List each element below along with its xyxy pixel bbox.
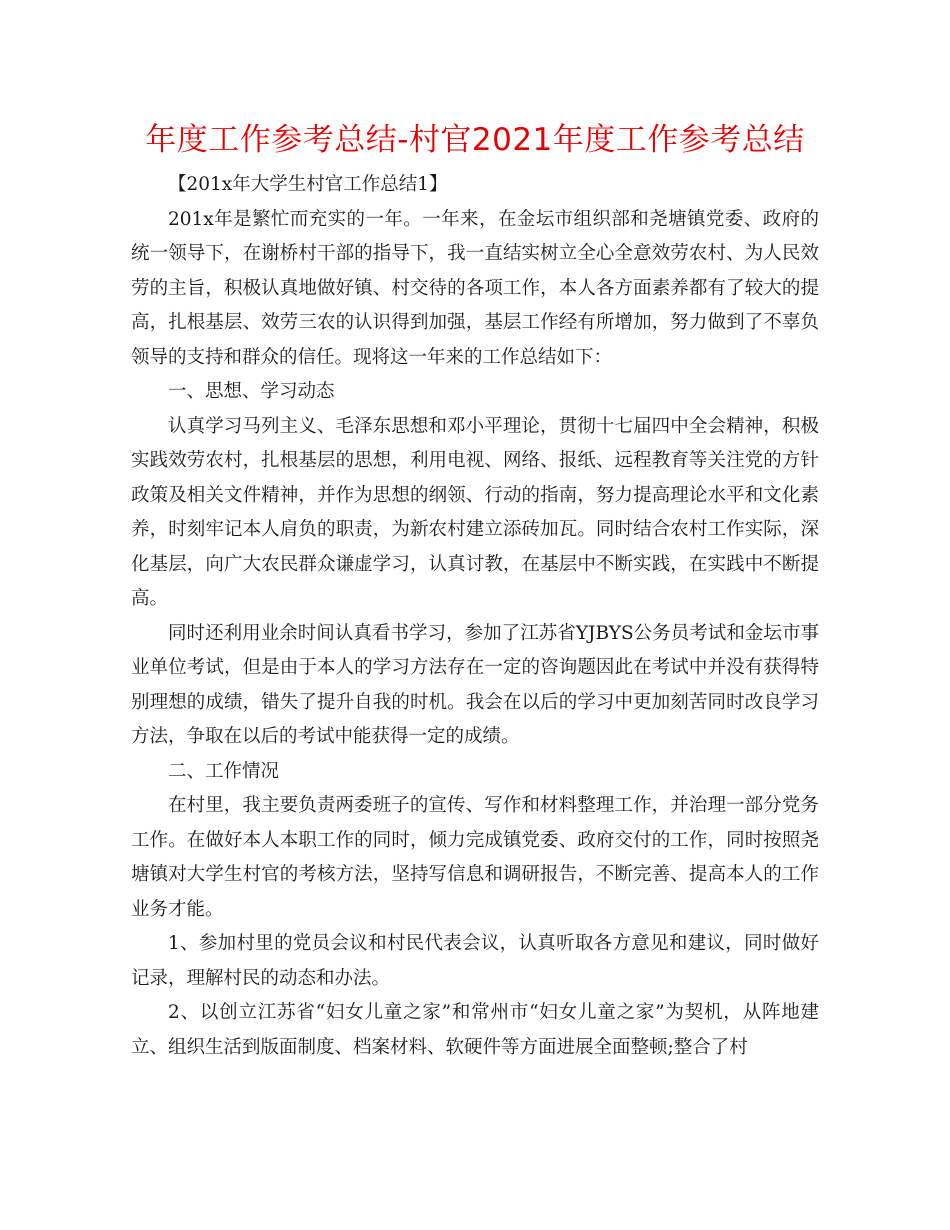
paragraph-work-item-1: 1、参加村里的党员会议和村民代表会议，认真听取各方意见和建议，同时做好记录，理解村民的动态和办法。: [131, 933, 819, 989]
paragraph-intro: 201x年是繁忙而充实的一年。一年来，在金坛市组织部和尧塘镇党委、政府的统一领导下，在谢桥村干部的指导下，我一直结实树立全心全意效劳农村、为人民效劳的主旨，积极认真地做好镇、村交待的各项工作，本人各方面素养都有了较大的提高，扎根基层、效劳三农的认识得到加强，基层工作经有所增加，努力做到了不辜负领导的支持和群众的信任。现将这一年来的工作总结如下：: [131, 208, 819, 368]
paragraph-section-header: 【201x年大学生村官工作总结1】: [168, 174, 448, 195]
document-body: [131, 168, 819, 1065]
paragraph-work-duties: 在村里，我主要负责两委班子的宣传、写作和材料整理工作，并治理一部分党务工作。在做好本人本职工作的同时，倾力完成镇党委、政府交付的工作，同时按照尧塘镇对大学生村官的考核方法，坚持写信息和调研报告，不断完善、提高本人的工作业务才能。: [131, 795, 819, 920]
paragraph-study-exams: 同时还利用业余时间认真看书学习，参加了江苏省YJBYS公务员考试和金坛市事业单位考试，但是由于本人的学习方法存在一定的咨询题因此在考试中并没有获得特别理想的成绩，错失了提升自我的时机。我会在以后的学习中更加刻苦同时改良学习方法，争取在以后的考试中能获得一定的成绩。: [131, 622, 819, 747]
paragraph-study-theory: 认真学习马列主义、毛泽东思想和邓小平理论，贯彻十七届四中全会精神，积极实践效劳农村，扎根基层的思想，利用电视、网络、报纸、远程教育等关注党的方针政策及相关文件精神，并作为思想的纲领、行动的指南，努力提高理论水平和文化素养，时刻牢记本人肩负的职责，为新农村建立添砖加瓦。同时结合农村工作实际，深化基层，向广大农民群众谦虚学习，认真讨教，在基层中不断实践，在实践中不断提高。: [131, 415, 819, 609]
heading-thought-study: 一、思想、学习动态: [168, 381, 335, 402]
document-title: 年度工作参考总结-村官2021年度工作参考总结: [145, 122, 805, 158]
paragraph-work-item-2: 2、以创立江苏省“妇女儿童之家”和常州市“妇女儿童之家”为契机，从阵地建立、组织生活到版面制度、档案材料、软硬件等方面进展全面整顿;整合了村: [131, 1002, 819, 1058]
heading-work-situation: 二、工作情况: [168, 760, 280, 782]
